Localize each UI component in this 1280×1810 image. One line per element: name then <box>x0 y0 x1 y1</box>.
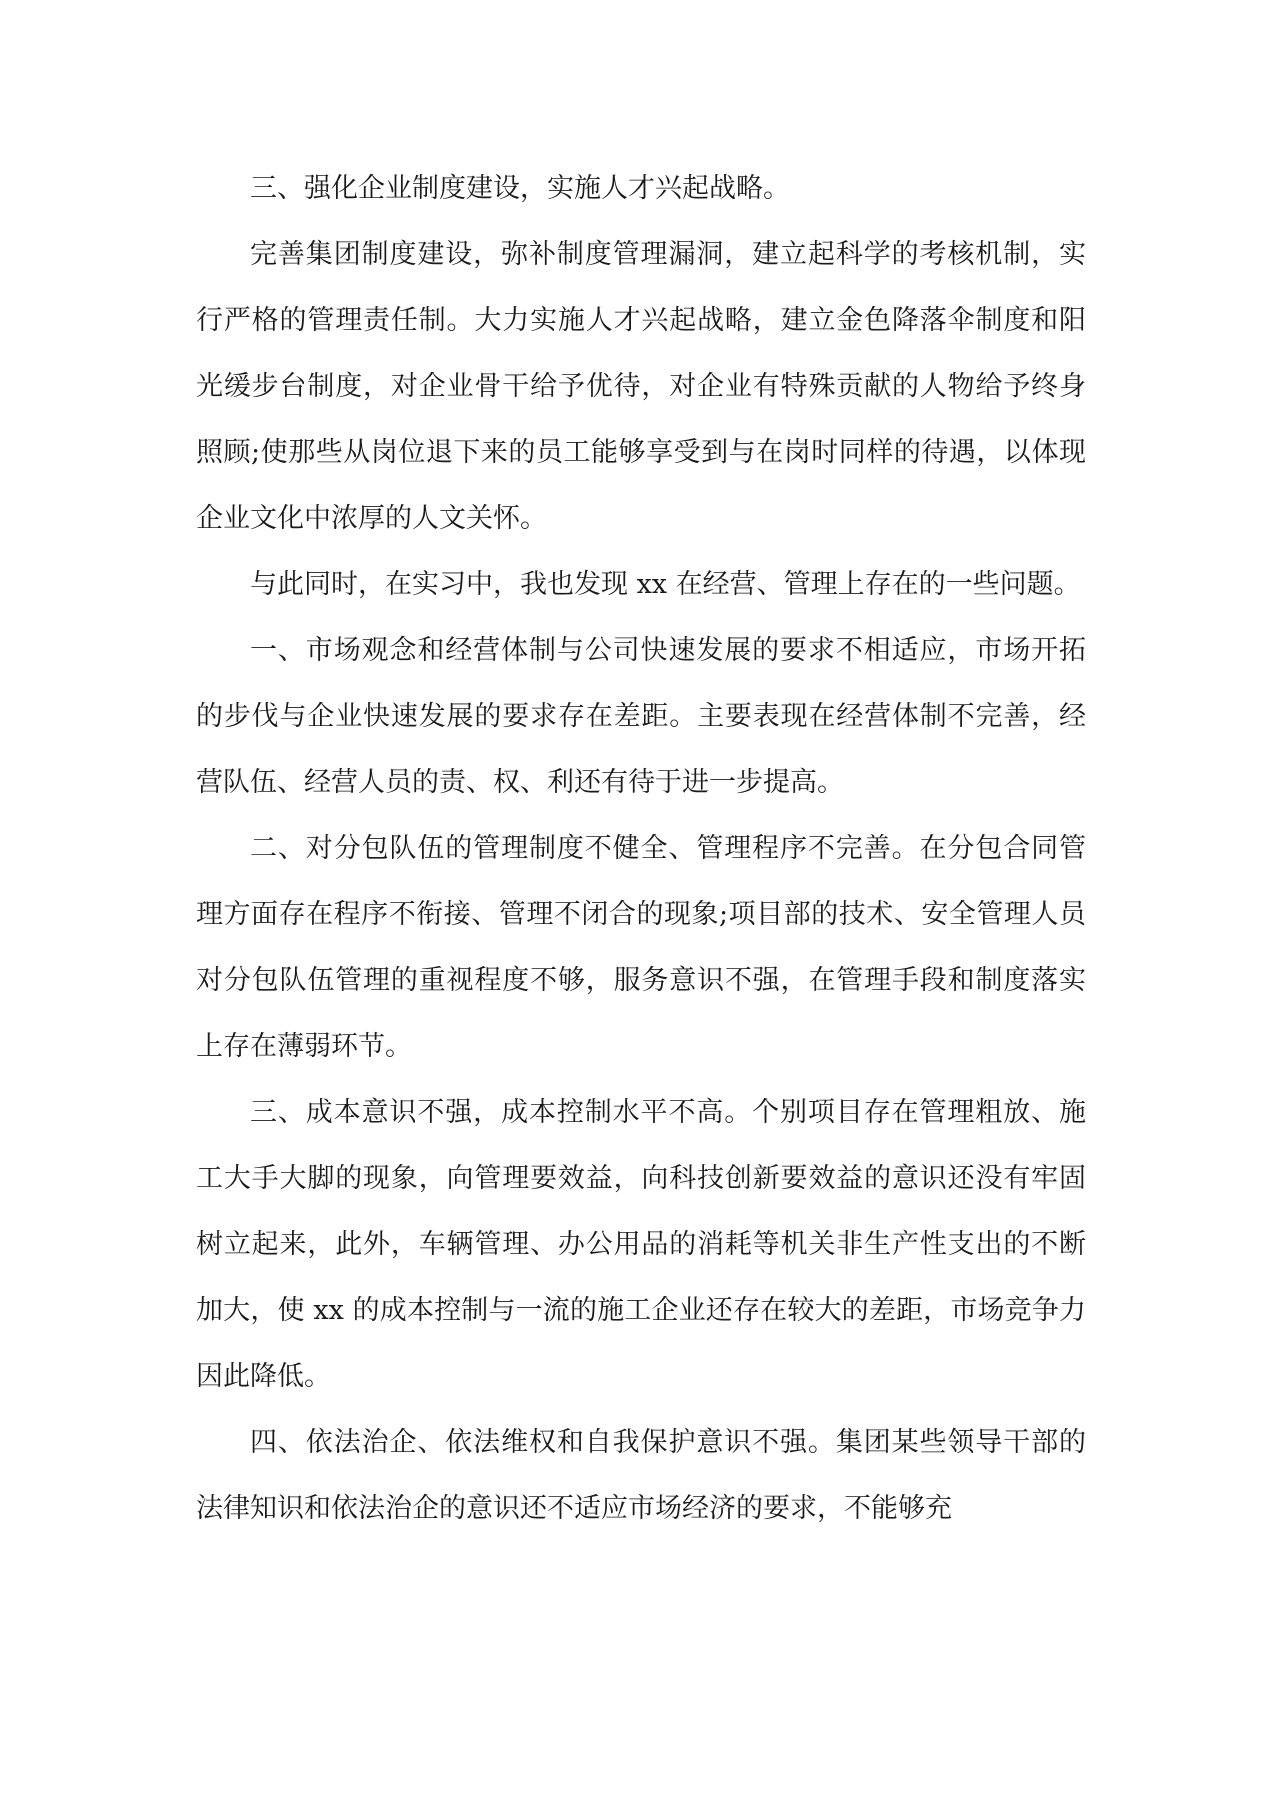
paragraph-heading-3: 三、强化企业制度建设，实施人才兴起战略。 <box>250 173 790 204</box>
paragraph-problem-4: 四、依法治企、依法维权和自我保护意识不强。集团某些领导干部的法律知识和依法治企的意识还不适应市场经济的要求，不能够充 <box>196 1427 1086 1524</box>
paragraph-problems-intro: 与此同时，在实习中，我也发现 xx 在经营、管理上存在的一些问题。 <box>250 569 1081 600</box>
paragraph-problem-2: 二、对分包队伍的管理制度不健全、管理程序不完善。在分包合同管理方面存在程序不衔接、管理不闭合的现象;项目部的技术、安全管理人员对分包队伍管理的重视程度不够，服务意识不强，在管理手段和制度落实上存在薄弱环节。 <box>196 833 1086 1062</box>
paragraph-problem-3: 三、成本意识不强，成本控制水平不高。个别项目存在管理粗放、施工大手大脚的现象，向管理要效益，向科技创新要效益的意识还没有牢固树立起来，此外，车辆管理、办公用品的消耗等机关非生产性支出的不断加大，使 xx 的成本控制与一流的施工企业还存在较大的差距，市场竞争力因此降低。 <box>196 1097 1086 1392</box>
paragraph-problem-1: 一、市场观念和经营体制与公司快速发展的要求不相适应，市场开拓的步伐与企业快速发展的要求存在差距。主要表现在经营体制不完善，经营队伍、经营人员的责、权、利还有待于进一步提高。 <box>196 635 1086 798</box>
paragraph-system-building: 完善集团制度建设，弥补制度管理漏洞，建立起科学的考核机制，实行严格的管理责任制。大力实施人才兴起战略，建立金色降落伞制度和阳光缓步台制度，对企业骨干给予优待，对企业有特殊贡献的人物给予终身照顾;使那些从岗位退下来的员工能够享受到与在岗时同样的待遇，以体现企业文化中浓厚的人文关怀。 <box>196 239 1086 534</box>
document-body <box>196 156 1086 1542</box>
